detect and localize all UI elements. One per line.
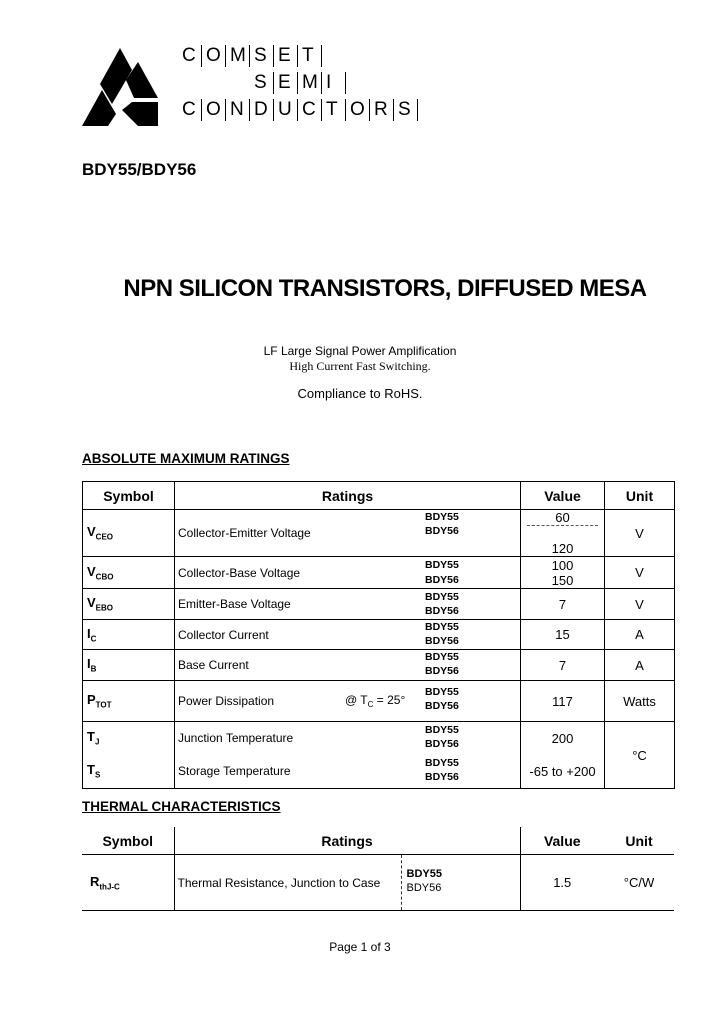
unit-cell: V — [605, 510, 675, 557]
table-row — [83, 620, 675, 650]
header-ratings: Ratings — [175, 482, 521, 510]
device-label: BDY55 — [425, 511, 459, 523]
rating-cell: Junction Temperature BDY55 BDY56 — [175, 722, 521, 755]
description-line-1: LF Large Signal Power Amplification — [263, 344, 457, 358]
compliance-note: Compliance to RoHS. — [297, 386, 423, 401]
rating-cell: Collector Current BDY55 BDY56 — [175, 620, 521, 650]
logo-row-conductors: C O N D U C T O R S — [178, 99, 418, 127]
device-label: BDY56 — [425, 665, 459, 677]
dashed-separator — [527, 525, 598, 541]
rating-cell: Thermal Resistance, Junction to Case BDY55 BDY56 — [174, 855, 520, 911]
device-label: BDY55 — [425, 724, 459, 736]
header-value: Value — [521, 482, 605, 510]
device-label: BDY56 — [425, 738, 459, 750]
logo-row-comset: C O M S E T — [178, 45, 322, 73]
device-label: BDY56 — [425, 574, 459, 586]
table-row — [83, 722, 675, 755]
rating-cell: Emitter-Base Voltage BDY55 BDY56 — [175, 589, 521, 620]
symbol-cell: $T_J$ — [83, 722, 175, 755]
rating-cell: Power Dissipation @ $T_C = 25^\circ$ BDY55 BDY56 — [175, 681, 521, 722]
abs-max-ratings-title: ABSOLUTE MAXIMUM RATINGS — [82, 451, 290, 466]
table-row — [83, 755, 675, 789]
description-line-2: High Current Fast Switching. — [289, 359, 431, 373]
unit-cell: V — [605, 557, 675, 589]
rating-cell: Collector-Base Voltage BDY55 BDY56 — [175, 557, 521, 589]
table-row — [83, 557, 675, 589]
table-row — [82, 855, 674, 911]
table-row — [83, 681, 675, 722]
value-cell: 60 120 — [521, 510, 605, 557]
table-row — [83, 510, 675, 557]
device-label: BDY55 — [425, 621, 459, 633]
symbol-cell: $R_{thJ-C}$ — [82, 855, 174, 911]
value-cell: 100 150 — [521, 557, 605, 589]
dashed-separator — [401, 855, 402, 910]
value-cell: 200 — [521, 722, 605, 755]
symbol-cell: $V_{EBO}$ — [83, 589, 175, 620]
device-label: BDY56 — [425, 700, 459, 712]
symbol-cell: $P_{TOT}$ — [83, 681, 175, 722]
device-label: BDY56 — [425, 635, 459, 647]
value-cell: 1.5 — [520, 855, 604, 911]
device-label: BDY55 — [425, 756, 459, 769]
value-cell: 7 — [521, 650, 605, 681]
table-header-row — [83, 482, 675, 510]
device-label: BDY55 — [425, 559, 459, 571]
company-logo-mark — [82, 44, 158, 126]
header-symbol: Symbol — [82, 827, 174, 855]
table-row — [83, 650, 675, 681]
unit-cell: V — [605, 589, 675, 620]
unit-cell: °C — [605, 722, 675, 789]
part-number-title: BDY55/BDY56 — [82, 160, 197, 179]
abs-max-ratings-table — [82, 481, 675, 789]
device-label: BDY55 — [425, 591, 459, 603]
unit-cell: A — [605, 650, 675, 681]
thermal-characteristics-title: THERMAL CHARACTERISTICS — [82, 799, 281, 814]
device-label: BDY55 — [425, 651, 459, 663]
rating-cell: Storage Temperature BDY55 BDY56 — [175, 755, 521, 789]
value-cell: 117 — [521, 681, 605, 722]
main-title: NPN SILICON TRANSISTORS, DIFFUSED MESA — [123, 275, 647, 302]
device-label: BDY56 — [425, 770, 459, 783]
symbol-cell: $V_{CEO}$ — [83, 510, 175, 557]
thermal-table — [82, 827, 674, 911]
table-row — [83, 589, 675, 620]
value-cell: 15 — [521, 620, 605, 650]
device-label: BDY56 — [406, 882, 442, 894]
rating-cell: Collector-Emitter Voltage BDY55 BDY56 — [175, 510, 521, 557]
page-number: Page 1 of 3 — [329, 940, 391, 954]
symbol-cell: $T_S$ — [83, 755, 175, 789]
header-unit: Unit — [605, 482, 675, 510]
device-label: BDY55 — [425, 686, 459, 698]
symbol-cell: $V_{CBO}$ — [83, 557, 175, 589]
rating-cell: Base Current BDY55 BDY56 — [175, 650, 521, 681]
test-condition: @ $T_C = 25^\circ$ — [345, 692, 406, 710]
device-label: BDY56 — [425, 525, 459, 537]
unit-cell: Watts — [605, 681, 675, 722]
header-unit: Unit — [604, 827, 674, 855]
device-label: BDY55 — [406, 868, 442, 880]
unit-cell: °C/W — [604, 855, 674, 911]
header-value: Value — [520, 827, 604, 855]
logo-row-semi: S E M I — [250, 72, 346, 100]
header-symbol: Symbol — [83, 482, 175, 510]
device-label: BDY56 — [425, 605, 459, 617]
symbol-cell: $I_C$ — [83, 620, 175, 650]
table-header-row — [82, 827, 674, 855]
unit-cell: A — [605, 620, 675, 650]
value-cell: -65 to +200 — [521, 755, 605, 789]
header-ratings: Ratings — [174, 827, 520, 855]
value-cell: 7 — [521, 589, 605, 620]
symbol-cell: $I_B$ — [83, 650, 175, 681]
